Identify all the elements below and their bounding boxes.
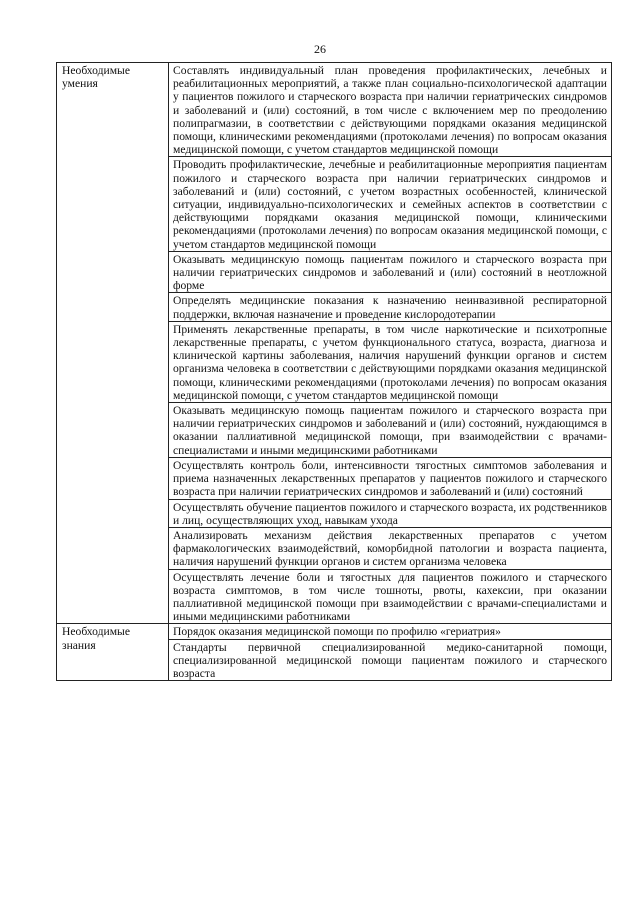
section-label-skills: Необходимые умения — [57, 63, 169, 624]
table-row — [57, 624, 612, 639]
knowledge-item: Стандарты первичной специализированной медико-санитарной помощи, специализированной медицинской помощи пациентам пожилого и старческого возраста — [169, 639, 612, 681]
page-number: 26 — [314, 42, 326, 56]
skill-item: Анализировать механизм действия лекарственных препаратов с учетом фармакологических взаимодействий, коморбидной патологии и возраста пациента, наличия нарушений функции органов и систем организма человека — [169, 527, 612, 569]
skill-item: Оказывать медицинскую помощь пациентам пожилого и старческого возраста при наличии гериатрических синдромов и заболеваний и (или) состояний в неотложной форме — [169, 251, 612, 293]
knowledge-item: Порядок оказания медицинской помощи по профилю «гериатрия» — [169, 624, 612, 639]
skill-item: Определять медицинские показания к назначению неинвазивной респираторной поддержки, включая назначение и проведение кислородотерапии — [169, 293, 612, 321]
requirements-table — [56, 62, 612, 681]
skill-item: Оказывать медицинскую помощь пациентам пожилого и старческого возраста при наличии гериатрических синдромов и заболеваний и (или) состояний, нуждающимся в оказании паллиативной медицинской помощи, при взаимодействии с врачами-специалистами и иными медицинскими работниками — [169, 403, 612, 458]
table-row — [57, 63, 612, 157]
skill-item: Осуществлять контроль боли, интенсивности тягостных симптомов заболевания и приема назначенных лекарственных препаратов у пациентов пожилого и старческого возраста при наличии гериатрических синдромов и заболеваний и (или) состояний — [169, 457, 612, 499]
skill-item: Осуществлять лечение боли и тягостных для пациентов пожилого и старческого возраста симптомов, в том числе тошноты, рвоты, кахексии, при оказании паллиативной медицинской помощи при взаимодействии с врачами-специалистами и иными медицинскими работниками — [169, 569, 612, 624]
skill-item: Составлять индивидуальный план проведения профилактических, лечебных и реабилитационных мероприятий, а также план социально-психологической адаптации у пациентов пожилого и старческого возраста при наличии гериатрических синдромов и заболеваний и (или) состояний, в том числе с включением мер по преодолению полипрагмазии, в соответствии с действующими порядками оказания медицинской помощи, клиническими рекомендациями (протоколами лечения) по вопросам оказания медицинской помощи, с учетом стандартов медицинской помощи — [169, 63, 612, 157]
skill-item: Применять лекарственные препараты, в том числе наркотические и психотропные лекарственные препараты, с учетом функционального статуса, возраста, диагноза и клинической картины заболевания, наличия нарушений функции органов и систем организма человека в соответствии с действующими порядками оказания медицинской помощи, клиническими рекомендациями (протоколами лечения) по вопросам оказания медицинской помощи, с учетом стандартов медицинской помощи — [169, 321, 612, 402]
skill-item: Осуществлять обучение пациентов пожилого и старческого возраста, их родственников и лиц, осуществляющих уход, навыкам ухода — [169, 499, 612, 527]
section-label-knowledge: Необходимые знания — [57, 624, 169, 681]
skill-item: Проводить профилактические, лечебные и реабилитационные мероприятия пациентам пожилого и старческого возраста при наличии гериатрических синдромов и заболеваний и (или) состояний, с учетом возрастных особенностей, клинической ситуации, индивидуально-психологических и семейных аспектов в соответствии с действующими порядками оказания медицинской помощи, клиническими рекомендациями (протоколами лечения) по вопросам оказания медицинской помощи, с учетом стандартов медицинской помощи — [169, 157, 612, 251]
